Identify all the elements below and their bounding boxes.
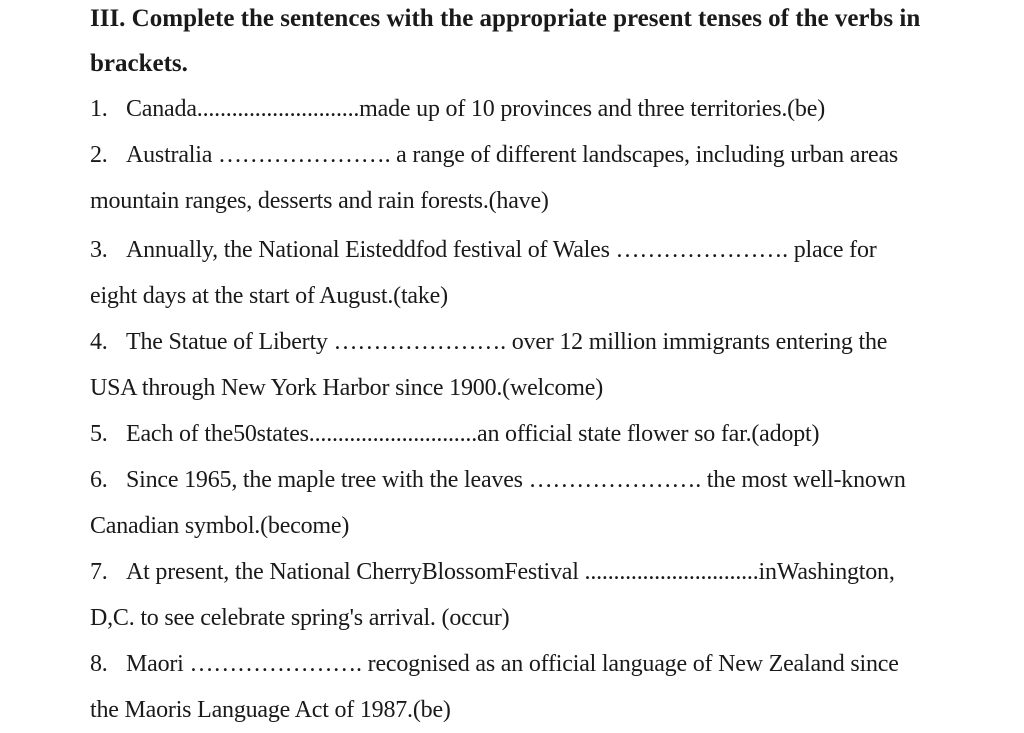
item-continuation: mountain ranges, desserts and rain forests.(have)	[90, 188, 549, 214]
item-number: 3.	[90, 237, 108, 263]
item-text: Australia …………………. a range of different landscapes, including urban areas	[126, 142, 899, 168]
item-number: 4.	[90, 329, 108, 355]
item-text: Each of the50states.............................an official state flower so far.(adopt)	[126, 421, 820, 447]
item-number: 7.	[90, 559, 108, 585]
item-text: At present, the National CherryBlossomFestival ..............................inWashington,	[126, 559, 895, 585]
sentence-item-8	[90, 641, 1024, 733]
item-continuation: USA through New York Harbor since 1900.(welcome)	[90, 375, 603, 401]
sentence-item-1	[90, 86, 1024, 132]
sentence-item-7	[90, 549, 1024, 641]
item-number: 6.	[90, 467, 108, 493]
item-number: 1.	[90, 96, 108, 122]
item-text: Since 1965, the maple tree with the leaves …………………. the most well-known	[126, 467, 906, 493]
item-number: 8.	[90, 651, 108, 677]
sentence-item-5	[90, 411, 1024, 457]
item-number: 5.	[90, 421, 108, 447]
sentence-item-2	[90, 132, 1024, 224]
item-continuation: Canadian symbol.(become)	[90, 513, 350, 539]
sentence-item-6	[90, 457, 1024, 549]
item-text: Annually, the National Eisteddfod festival of Wales …………………. place for	[126, 237, 877, 263]
heading-line-2: brackets.	[90, 50, 188, 77]
item-continuation: eight days at the start of August.(take)	[90, 283, 448, 309]
item-text: The Statue of Liberty …………………. over 12 million immigrants entering the	[126, 329, 888, 355]
item-continuation: the Maoris Language Act of 1987.(be)	[90, 697, 451, 723]
sentence-item-4	[90, 319, 1024, 411]
item-number: 2.	[90, 142, 108, 168]
heading-line-1: III. Complete the sentences with the appropriate present tenses of the verbs in	[90, 5, 921, 32]
sentence-item-3	[90, 227, 1024, 319]
item-continuation: D,C. to see celebrate spring's arrival. (occur)	[90, 605, 510, 631]
item-text: Maori …………………. recognised as an official language of New Zealand since	[126, 651, 899, 677]
item-text: Canada............................made up of 10 provinces and three territories.(be)	[126, 96, 825, 122]
sentence-list	[90, 86, 1024, 733]
exercise-page	[90, 0, 1024, 733]
exercise-heading	[90, 0, 1024, 86]
